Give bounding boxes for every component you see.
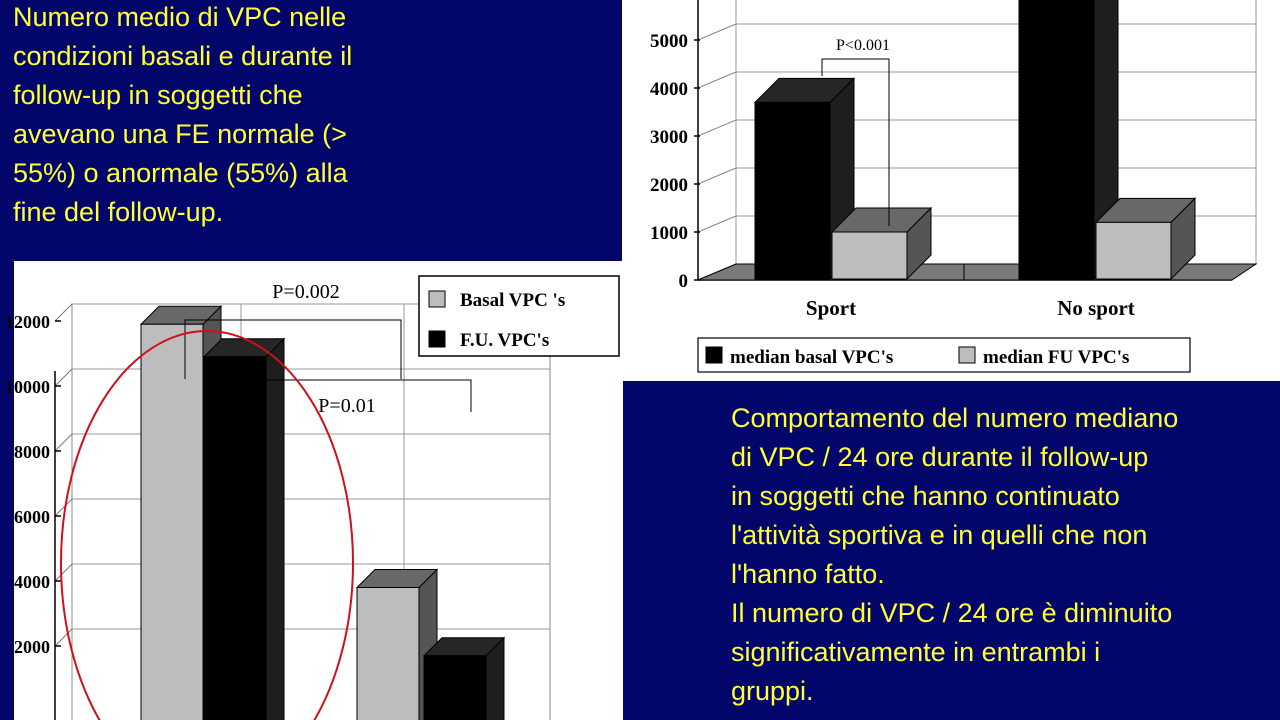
caption-left-line: follow-up in soggetti che [13, 80, 303, 110]
bar-1-1 [424, 638, 504, 720]
gridline-depth [698, 168, 736, 184]
bar-1-0 [204, 339, 284, 720]
gridline-depth [698, 72, 736, 88]
x-category-label: No sport [1057, 296, 1135, 320]
caption-right-line: in soggetti che hanno continuato [731, 481, 1120, 511]
caption-right-line: Il numero di VPC / 24 ore è diminuito [731, 598, 1173, 628]
annotation-p001: P=0.01 [318, 395, 376, 417]
caption-left-line: 55%) o anormale (55%) alla [13, 158, 348, 188]
caption-right-line: di VPC / 24 ore durante il follow-up [731, 442, 1149, 472]
caption-right-line: Comportamento del numero mediano [731, 403, 1179, 433]
bar-1-1 [1096, 198, 1195, 279]
bar-1-0 [832, 208, 931, 279]
caption-left-line: avevano una FE normale (> [13, 119, 347, 149]
legend-swatch [429, 331, 445, 347]
y-tick-label: 6000 [14, 507, 50, 527]
gridline-depth [55, 369, 72, 386]
legend-label: median FU VPC's [983, 347, 1130, 368]
gridline-depth [698, 24, 736, 40]
y-tick-label: 0 [678, 271, 688, 292]
y-tick-label: 5000 [650, 31, 688, 52]
y-tick-label: 2000 [14, 637, 50, 657]
caption-left-line: Numero medio di VPC nelle [13, 2, 347, 32]
annotation-p0001: P<0.001 [836, 37, 890, 54]
chart-fe [5, 261, 623, 720]
caption-right-line: l'hanno fatto. [731, 559, 885, 589]
caption-right [731, 399, 1178, 711]
gridline-depth [55, 564, 72, 581]
y-tick-label: 4000 [650, 79, 688, 100]
gridline-depth [698, 120, 736, 136]
y-tick-label: 8000 [14, 442, 50, 462]
gridline-depth [55, 304, 72, 321]
chart-sport [622, 0, 1280, 381]
caption-right-line: gruppi. [731, 676, 814, 706]
y-tick-label: 3000 [650, 127, 688, 148]
legend-swatch [429, 291, 445, 307]
y-tick-label: 2000 [650, 175, 688, 196]
legend-swatch [959, 347, 975, 363]
legend-label: median basal VPC's [730, 347, 894, 368]
legend-label: F.U. VPC's [460, 330, 550, 351]
y-tick-label: 1000 [650, 223, 688, 244]
gridline-depth [698, 216, 736, 232]
annotation-p0002: P=0.002 [272, 281, 340, 303]
caption-right-line: significativamente in entrambi i [731, 637, 1101, 667]
y-tick-label: 10000 [5, 377, 50, 397]
caption-left-line: condizioni basali e durante il [13, 41, 353, 71]
legend-label: Basal VPC 's [460, 290, 566, 311]
y-tick-label: 4000 [14, 572, 50, 592]
chart-sport-panel [622, 0, 1280, 381]
caption-right-line: l'attività sportiva e in quelli che non [731, 520, 1148, 550]
legend-swatch [706, 347, 722, 363]
caption-left-line: fine del follow-up. [13, 197, 224, 227]
x-category-label: Sport [805, 296, 857, 320]
gridline-depth [55, 434, 72, 451]
caption-left [13, 0, 352, 232]
y-tick-label: 12000 [5, 312, 50, 332]
chart-fe-panel [5, 261, 623, 720]
